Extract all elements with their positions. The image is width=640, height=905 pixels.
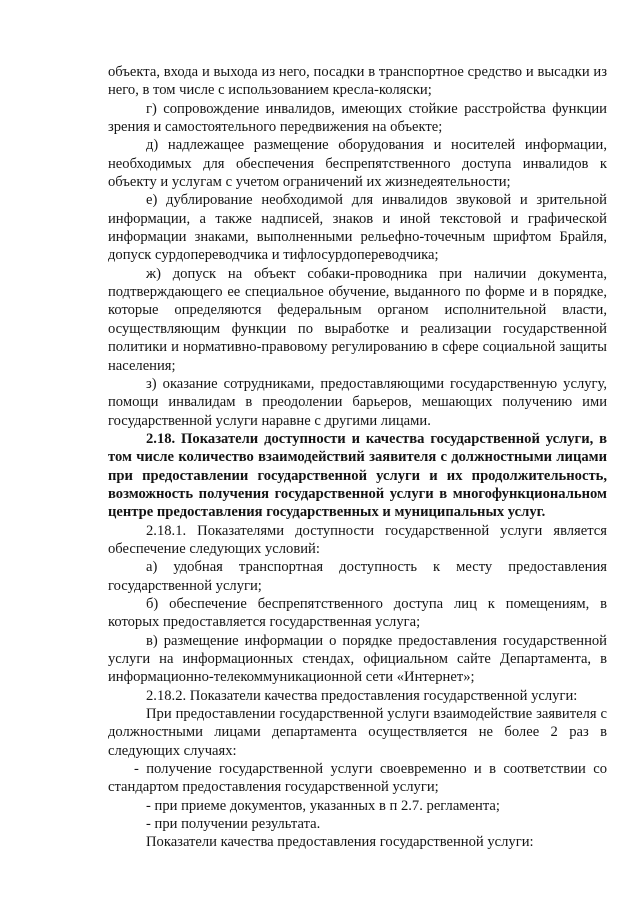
document-body: [108, 63, 607, 852]
list-item-documents: - при приеме документов, указанных в п 2.7. регламента;: [146, 797, 500, 814]
paragraph-continuation: объекта, входа и выхода из него, посадки в транспортное средство и высадки из него, в том числе с использованием кресла-коляски;: [108, 64, 607, 99]
paragraph-2-18-2: 2.18.2. Показатели качества предоставления государственной услуги:: [146, 687, 578, 704]
paragraph-item-v: в) размещение информации о порядке предоставления государственной услуги на информационных стендах, официальном сайте Департамента, в информационно-телекоммуникационной сети «Интернет»;: [108, 632, 607, 686]
paragraph-item-b: б) обеспечение беспрепятственного доступа лиц к помещениям, в которых предоставляется государственная услуга;: [108, 595, 607, 631]
paragraph-2-18-1: 2.18.1. Показателями доступности государственной услуги является обеспечение следующих условий:: [108, 522, 607, 557]
paragraph-item-zh: ж) допуск на объект собаки-проводника при наличии документа, подтверждающего ее специальное обучение, выданного по форме и в порядке, которые определяются федеральным органом исполнительной власти, осуществляющим функции по выработке и реализации государственной политики и нормативно-правовому регулированию в сфере социальной защиты населения;: [108, 265, 607, 374]
section-heading-2-18: 2.18. Показатели доступности и качества государственной услуги, в том числе количество взаимодействий заявителя с должностными лицами при предоставлении государственной услуги и их продолжительность, возможность получения государственной услуги в многофункциональном центре предоставления государственных и муниципальных услуг.: [108, 430, 607, 521]
list-item-result: - при получении результата.: [146, 816, 321, 833]
paragraph-item-g: г) сопровождение инвалидов, имеющих стойкие расстройства функции зрения и самостоятельного передвижения на объекте;: [108, 100, 607, 136]
paragraph-interaction: При предоставлении государственной услуги взаимодействие заявителя с должностными лицами департамента осуществляется не более 2 раз в следующих случаях:: [108, 706, 607, 759]
list-item-timely: - получение государственной услуги своевременно и в соответствии со стандартом предоставления государственной услуги;: [108, 761, 607, 796]
paragraph-item-d: д) надлежащее размещение оборудования и носителей информации, необходимых для обеспечения беспрепятственного доступа инвалидов к объекту и услугам с учетом ограничений их жизнедеятельности;: [108, 137, 607, 191]
paragraph-item-e: е) дублирование необходимой для инвалидов звуковой и зрительной информации, а также надписей, знаков и иной текстовой и графической информации знаками, выполненными рельефно-точечным шрифтом Брайля, допуск сурдопереводчика и тифлосурдопереводчика;: [108, 192, 607, 264]
paragraph-quality-indicators: Показатели качества предоставления государственной услуги:: [146, 834, 534, 851]
paragraph-item-a: а) удобная транспортная доступность к месту предоставления государственной услуги;: [108, 559, 607, 594]
paragraph-item-z: з) оказание сотрудниками, предоставляющими государственную услугу, помощи инвалидам в преодолении барьеров, мешающих получению ими государственной услуги наравне с другими лицами.: [108, 375, 607, 429]
